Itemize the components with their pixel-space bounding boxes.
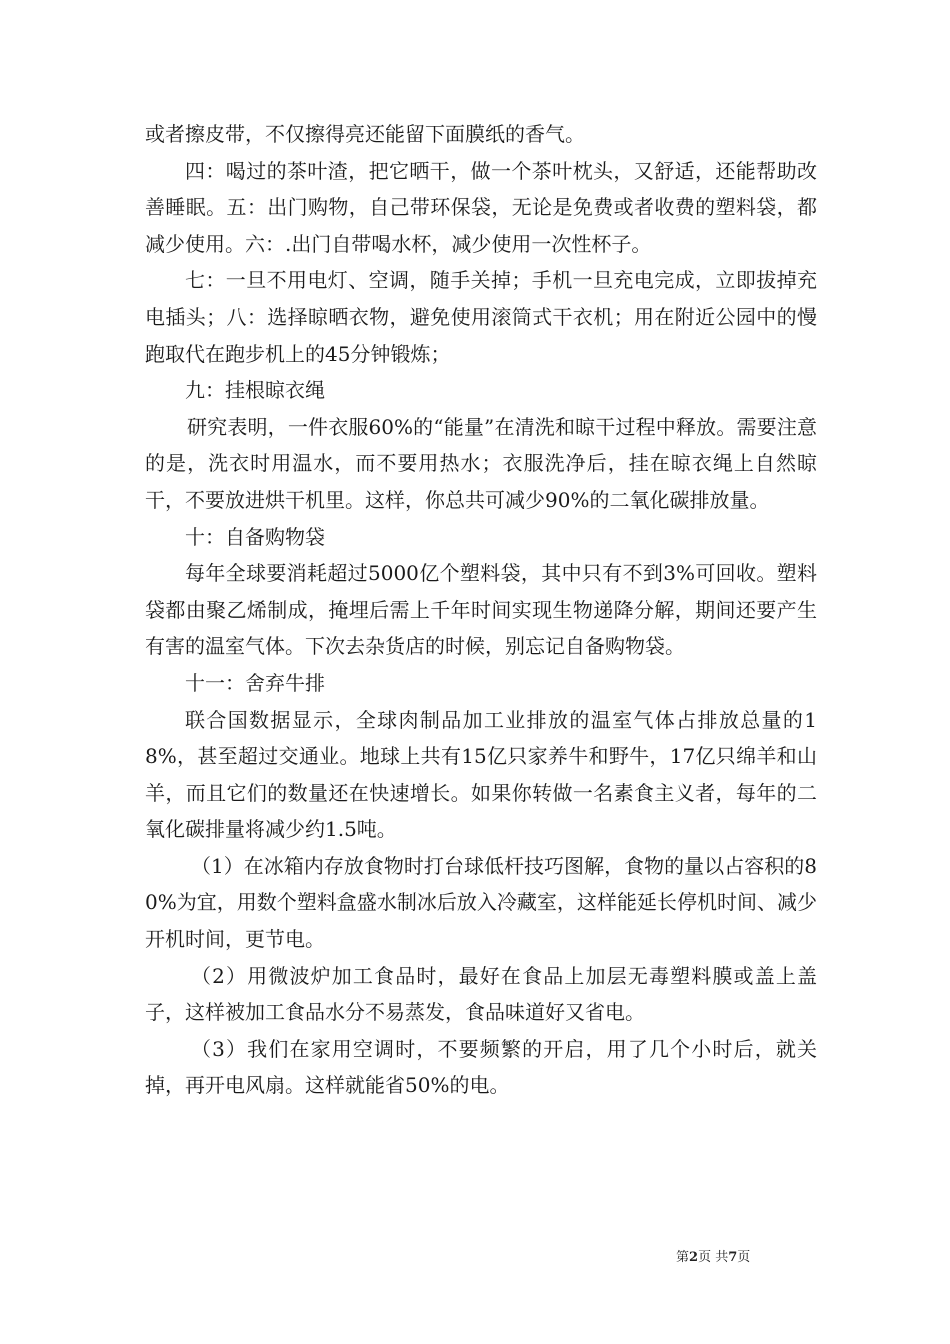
paragraph-clothesline: 研究表明，一件衣服60%的“能量”在清洗和晾干过程中释放。需要注意的是，洗衣时用温水，而不要用热水；衣服洗净后，挂在晾衣绳上自然晾干，不要放进烘干机里。这样，你总共可减少90%的二氧化碳排放量。: [145, 414, 817, 512]
paragraph-steak: 联合国数据显示，全球肉制品加工业排放的温室气体占排放总量的18%，甚至超过交通业。地球上共有15亿只家养牛和野牛，17亿只绵羊和山羊，而且它们的数量还在快速增长。如果你转做一名素食主义者，每年的二氧化碳排量将减少约1.5吨。: [145, 707, 817, 842]
paragraph-tips-4-6: 四：喝过的茶叶渣，把它晒干，做一个茶叶枕头，又舒适，还能帮助改善睡眠。五：出门购物，自己带环保袋，无论是免费或者收费的塑料袋，都减少使用。六：.出门自带喝水杯，减少使用一次性杯子。: [145, 158, 817, 256]
current-page-number: 2: [689, 1250, 699, 1265]
paragraph-continuation: 或者擦皮带，不仅擦得亮还能留下面膜纸的香气。: [145, 122, 585, 146]
paragraph-microwave: （2）用微波炉加工食品时，最好在食品上加层无毒塑料膜或盖上盖子，这样被加工食品水分不易蒸发，食品味道好又省电。: [145, 963, 817, 1025]
paragraph-tips-7-8: 七：一旦不用电灯、空调，随手关掉；手机一旦充电完成，立即拔掉充电插头；八：选择晾晒衣物，避免使用滚筒式干衣机；用在附近公园中的慢跑取代在跑步机上的45分钟锻炼；: [145, 268, 817, 366]
footer-prefix: 第: [676, 1250, 690, 1265]
footer-suffix: 页: [737, 1250, 751, 1265]
document-body: [145, 116, 817, 1104]
heading-tip-10: 十：自备购物袋: [185, 524, 325, 549]
paragraph-air-conditioner: （3）我们在家用空调时，不要频繁的开启，用了几个小时后，就关掉，再开电风扇。这样就能省50%的电。: [145, 1036, 817, 1098]
heading-tip-11: 十一：舍弃牛排: [185, 670, 325, 695]
footer-middle: 页 共: [698, 1250, 729, 1265]
heading-tip-9: 九：挂根晾衣绳: [185, 378, 325, 403]
total-page-number: 7: [728, 1250, 738, 1265]
page-number-footer: [676, 1246, 750, 1265]
paragraph-fridge: （1）在冰箱内存放食物时打台球低杆技巧图解，食物的量以占容积的80%为宜，用数个塑料盒盛水制冰后放入冷藏室，这样能延长停机时间、减少开机时间，更节电。: [145, 853, 817, 952]
paragraph-shopping-bag: 每年全球要消耗超过5000亿个塑料袋，其中只有不到3%可回收。塑料袋都由聚乙烯制成，掩埋后需上千年时间实现生物递降分解，期间还要产生有害的温室气体。下次去杂货店的时候，别忘记自备购物袋。: [145, 561, 817, 659]
